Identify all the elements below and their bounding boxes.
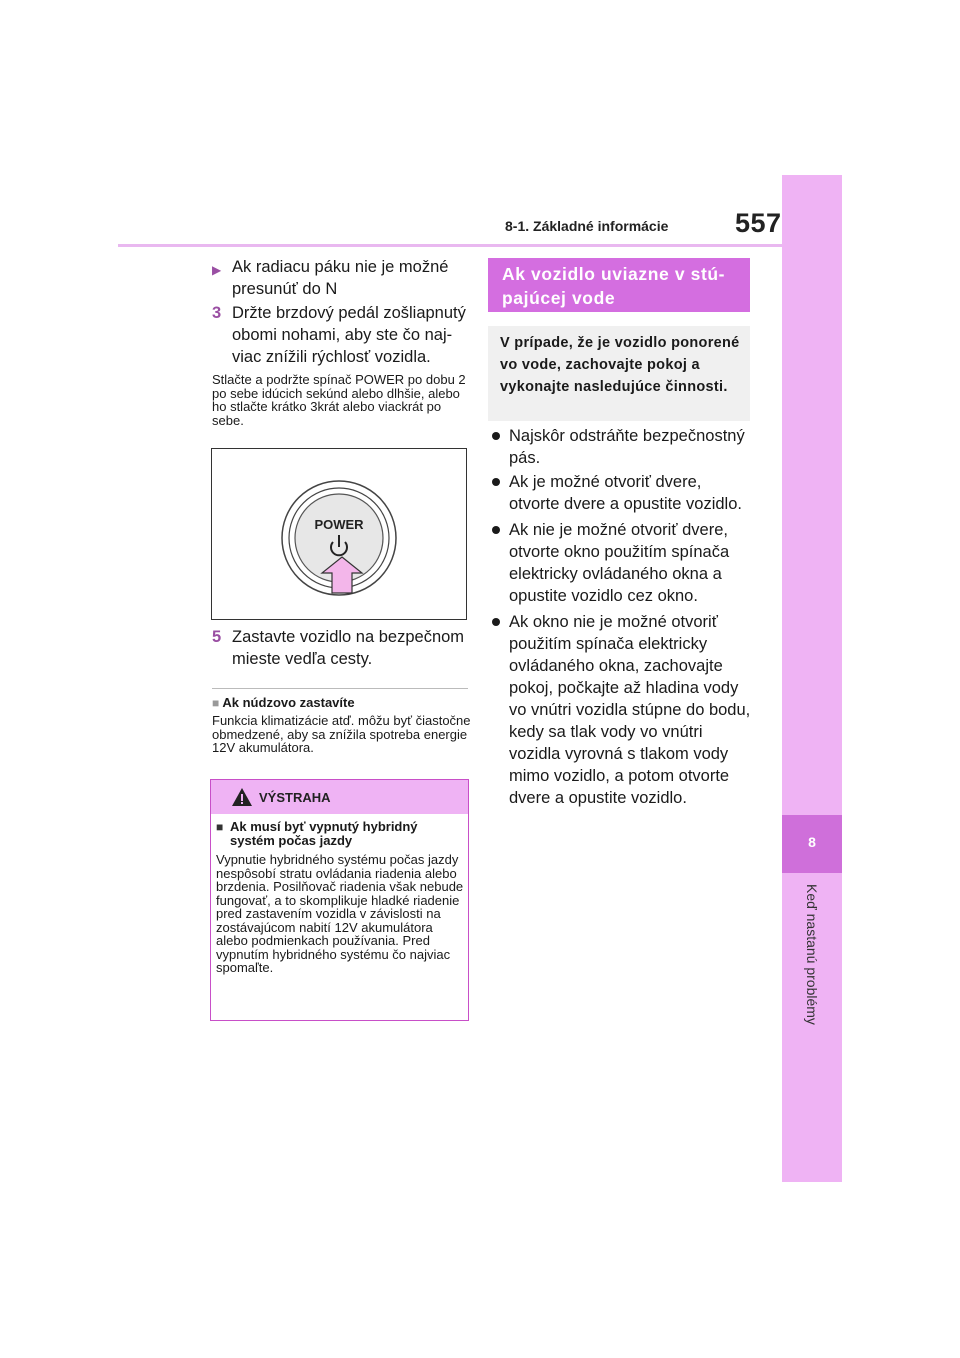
square-bullet-icon: ■ — [216, 820, 224, 834]
list-item — [492, 425, 754, 469]
warning-heading-text: Ak musí byť vypnutý hybridný systém počas jazdy — [230, 819, 418, 848]
list-item — [492, 611, 754, 809]
bullet-icon — [492, 478, 500, 486]
divider — [212, 688, 468, 689]
emergency-heading-text: Ak núdzovo zastavíte — [222, 695, 355, 710]
arrow-item — [212, 256, 470, 300]
section-heading: Ak vozidlo uviazne v stúpajúcej vode — [502, 264, 725, 308]
square-bullet-icon: ■ — [212, 696, 220, 710]
power-button-label: POWER — [314, 517, 364, 532]
step-5-text: Zastavte vozidlo na bezpečnom mieste vedľa cesty. — [232, 628, 465, 668]
list-item — [492, 519, 754, 607]
step-3-text: Držte brzdový pedál zošliapnutý obomi nohami, aby ste čo najviac znížili rýchlosť vozidla. — [232, 304, 466, 366]
arrow-icon: ▶ — [212, 263, 222, 277]
list-item-text: Ak nie je možné otvoriť dvere, otvorte okno použitím spínača elektricky ovládaného okna a opustite vozidlo cez okno. — [509, 521, 730, 605]
warning-text: Vypnutie hybridného systému počas jazdy nespôsobí stratu ovládania riadenia alebo brzdenia. Posilňovač riadenia však nebude fungovať, a to skomplikuje hladké riadenie pred zastavením vozidla v závislosti na zostávajúcom nabití 12V akumulátora alebo podmienkach používania. Pred vypnutím hybridného systému čo najviac spomaľte. — [216, 852, 464, 975]
warning-triangle-icon — [231, 786, 253, 808]
warning-heading — [216, 820, 461, 848]
page-number: 557 — [735, 208, 782, 238]
chapter-side-tab — [782, 175, 842, 1182]
section-title: 8-1. Základné informácie — [505, 218, 669, 234]
list-item-text: Ak okno nie je možné otvoriť použitím spínača elektricky ovládaného okna, zachovajte pokoj, počkajte až hladina vody vo vnútri vozidla stúpne do bodu, kedy sa tlak vody vo vnútri vozidla vyrovná s tlakom vody mimo vozidlo, a potom otvorte dvere a opustite vozidlo. — [509, 613, 751, 807]
list-item — [492, 471, 754, 515]
power-button-illustration — [212, 449, 465, 618]
bullet-icon — [492, 432, 500, 440]
intro-text: V prípade, že je vozidlo ponorené vo vode, zachovajte pokoj a vykonajte nasledujúce činnosti. — [500, 335, 740, 395]
header-rule — [118, 244, 782, 247]
chapter-label: Keď nastanú problémy — [804, 884, 820, 1025]
step-3 — [212, 302, 470, 368]
section-heading-box — [488, 258, 750, 312]
arrow-item-text: Ak radiacu páku nie je možné presunúť do N — [232, 258, 449, 298]
chapter-number: 8 — [808, 834, 816, 850]
warning-title: VÝSTRAHA — [259, 790, 331, 805]
power-note: Stlačte a podržte spínač POWER po dobu 2 po sebe idúcich sekúnd alebo dlhšie, alebo ho stlačte krátko 3krát alebo viackrát po sebe. — [212, 372, 466, 428]
step-5 — [212, 626, 470, 670]
list-item-text: Ak je možné otvoriť dvere, otvorte dvere a opustite vozidlo. — [509, 473, 742, 513]
list-item-text: Najskôr odstráňte bezpečnostný pás. — [509, 427, 745, 467]
bullet-icon — [492, 526, 500, 534]
step-3-number: 3 — [212, 304, 222, 322]
intro-box — [488, 326, 750, 421]
warning-box — [210, 779, 469, 1021]
emergency-heading — [212, 695, 470, 710]
power-button-figure — [211, 448, 467, 620]
step-5-number: 5 — [212, 628, 222, 646]
bullet-icon — [492, 618, 500, 626]
emergency-text: Funkcia klimatizácie atď. môžu byť čiastočne obmedzené, aby sa znížila spotreba energie 12V akumulátora. — [212, 713, 471, 755]
